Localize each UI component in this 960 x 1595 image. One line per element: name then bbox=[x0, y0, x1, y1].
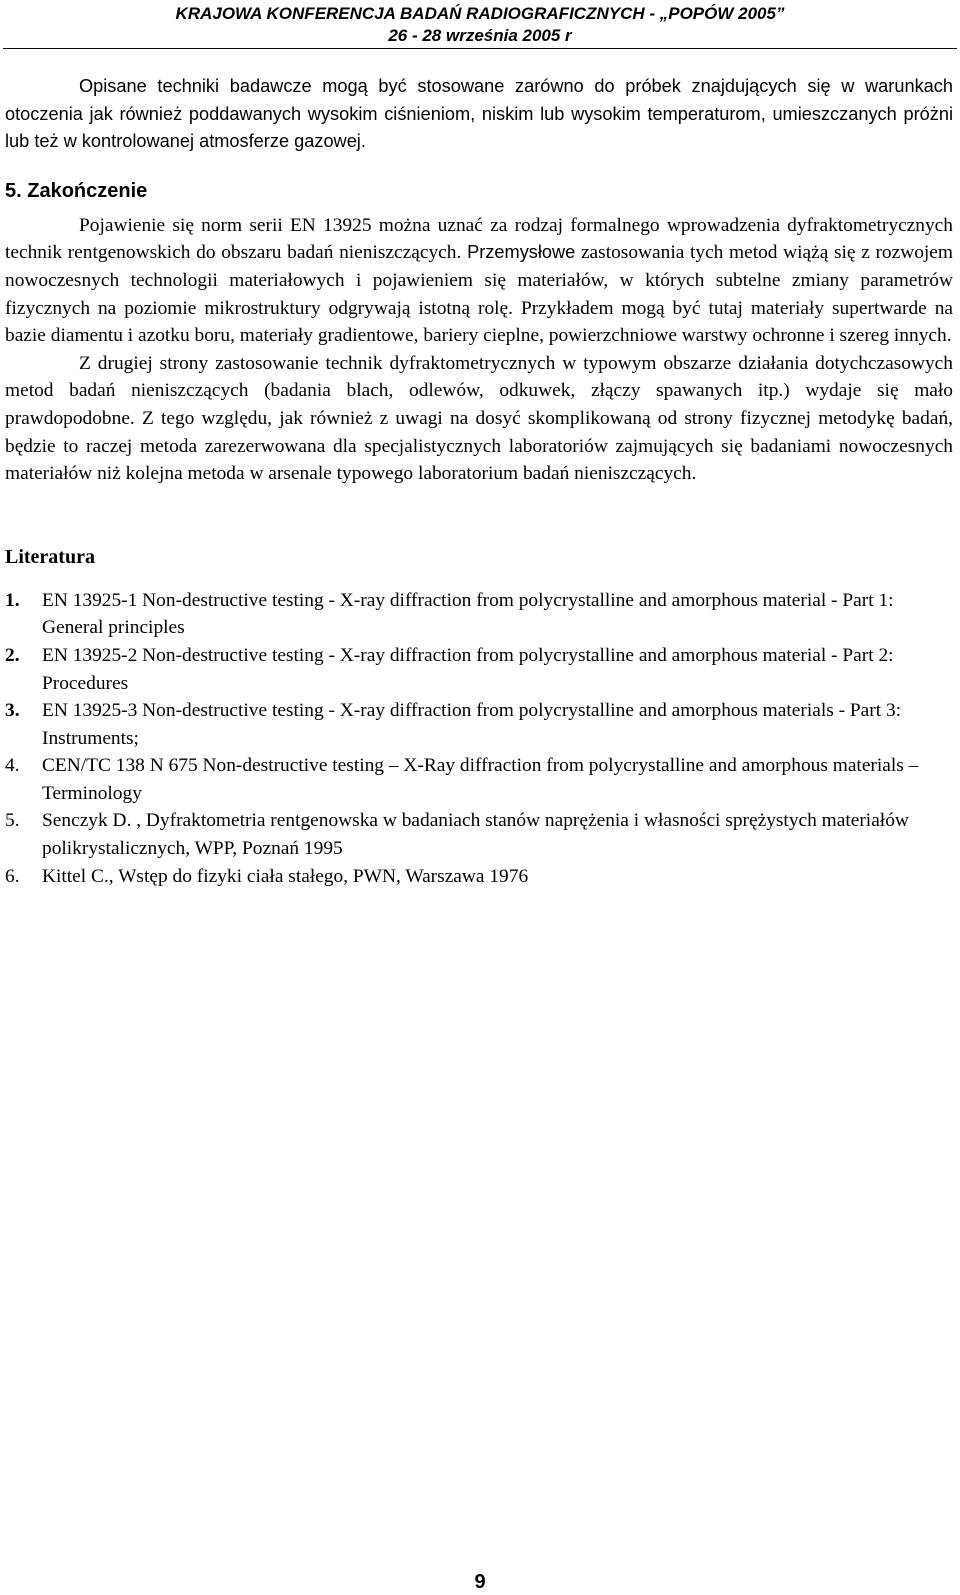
reference-item bbox=[5, 752, 953, 807]
intro-paragraph: Opisane techniki badawcze mogą być stosowane zarówno do próbek znajdujących się w warunkach otoczenia jak również poddawanych wysokim ciśnieniom, niskim lub wysokim temperaturom, umieszczanych próżni lub też w kontrolowanej atmosferze gazowej. bbox=[5, 76, 953, 152]
section-heading: 5. Zakończenie bbox=[5, 179, 148, 202]
reference-number: 6. bbox=[5, 865, 20, 887]
reference-item bbox=[5, 587, 953, 642]
page-body bbox=[5, 73, 953, 890]
reference-list bbox=[5, 587, 953, 891]
page-number: 9 bbox=[474, 1571, 486, 1593]
conclusion-p1-sans-run: Przemysłowe bbox=[461, 242, 576, 263]
conclusion-paragraph-2: Z drugiej strony zastosowanie technik dyfraktometrycznych w typowym obszarze działania dotychczasowych metod badań nieniszczących (badania blach, odlewów, odkuwek, złączy spawanych itp.) wydaje się mało prawdopodobne. Z tego względu, jak również z uwagi na dosyć skomplikowaną od strony fizycznej metodykę badań, będzie to raczej metoda zarezerwowana dla specjalistycznych laboratoriów zajmujących się badaniami nowoczesnych materiałów niż kolejna metoda w arsenale typowego laboratorium badań nieniszczących. bbox=[5, 352, 953, 485]
reference-item bbox=[5, 807, 953, 862]
reference-text: Kittel C., Wstęp do fizyki ciała stałego, PWN, Warszawa 1976 bbox=[42, 865, 529, 887]
reference-text: EN 13925-2 Non-destructive testing - X-ray diffraction from polycrystalline and amorphous material - Part 2: Procedures bbox=[42, 644, 894, 694]
conclusion-p1-rest: zastosowania tych metod wiążą się z rozwojem nowoczesnych technologii materiałowych i pojawieniem się materiałów, w których subtelne zmiany parametrów fizycznych na poziomie mikrostruktury odgrywają istotną rolę. Przykładem mogą być tutaj materiały supertwarde na bazie diamentu i azotku boru, materiały gradientowe, bariery cieplne, powierzchniowe warstwy ochronne i szereg innych. bbox=[5, 242, 953, 347]
literature-heading: Literatura bbox=[5, 545, 95, 568]
reference-text: EN 13925-1 Non-destructive testing - X-ray diffraction from polycrystalline and amorphous material - Part 1: General principles bbox=[42, 589, 894, 639]
reference-item bbox=[5, 697, 953, 752]
reference-item bbox=[5, 863, 953, 891]
reference-number: 3. bbox=[5, 700, 20, 722]
reference-number: 5. bbox=[5, 810, 20, 832]
reference-item bbox=[5, 642, 953, 697]
reference-text: CEN/TC 138 N 675 Non-destructive testing – X-Ray diffraction from polycrystalline and amorphous materials – Terminology bbox=[42, 755, 919, 804]
conclusion-paragraph-1 bbox=[5, 212, 953, 350]
reference-number: 1. bbox=[5, 589, 20, 611]
running-header bbox=[0, 3, 960, 47]
conclusion-p1-start: Pojawienie się norm serii EN 13925 można uznać za rodzaj formalnego wprowadzenia dyfraktometrycznych technik rentgenowskich do obszaru badań nieniszczących. bbox=[5, 214, 953, 264]
reference-text: EN 13925-3 Non-destructive testing - X-ray diffraction from polycrystalline and amorphous materials - Part 3: Instruments; bbox=[42, 700, 902, 749]
reference-number: 2. bbox=[5, 644, 20, 666]
reference-number: 4. bbox=[5, 755, 20, 777]
header-conference-title: KRAJOWA KONFERENCJA BADAŃ RADIOGRAFICZNYCH - „POPÓW 2005” bbox=[175, 4, 785, 23]
header-rule bbox=[3, 48, 957, 49]
reference-text: Senczyk D. , Dyfraktometria rentgenowska w badaniach stanów naprężenia i własności sprężystych materiałów polikrystalicznych, WPP, Poznań 1995 bbox=[42, 810, 909, 860]
header-conference-date: 26 - 28 września 2005 r bbox=[388, 26, 572, 45]
